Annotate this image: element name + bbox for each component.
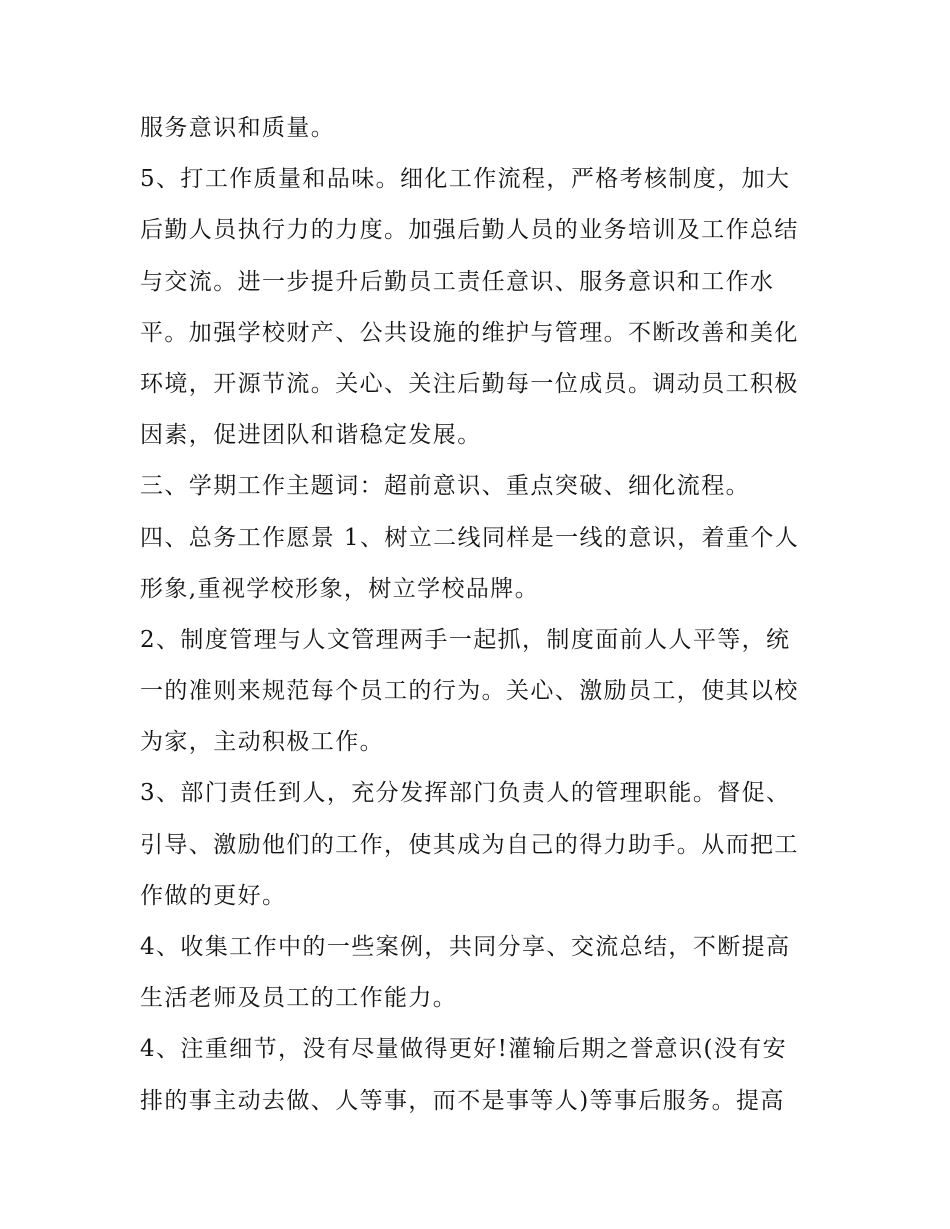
text-line: 因素，促进团队和谐稳定发展。 [140,422,482,449]
text-line: 4、注重细节，没有尽量做得更好!灌输后期之誉意识(没有安 [140,1036,788,1063]
text-line: 生活老师及员工的工作能力。 [140,985,458,1012]
text-line: 3、部门责任到人，充分发挥部门负责人的管理职能。督促、 [140,780,791,807]
text-line: 排的事主动去做、人等事，而不是事等人)等事后服务。提高 [140,1087,785,1114]
text-line: 作做的更好。 [140,882,287,909]
text-line: 平。加强学校财产、公共设施的维护与管理。不断改善和美化 [140,319,799,346]
text-line: 四、总务工作愿景 1、树立二线同样是一线的意识，着重个人 [140,524,800,551]
text-line: 引导、激励他们的工作，使其成为自己的得力助手。从而把工 [140,831,799,858]
text-line: 环境，开源节流。关心、关注后勤每一位成员。调动员工积极 [140,370,799,397]
text-line: 5、打工作质量和品味。细化工作流程，严格考核制度，加大 [140,166,791,193]
text-line: 三、学期工作主题词：超前意识、重点突破、细化流程。 [140,473,750,500]
text-line: 形象,重视学校形象，树立学校品牌。 [140,575,540,602]
document-body [140,103,820,1127]
text-line: 为家，主动积极工作。 [140,729,384,756]
text-line: 2、制度管理与人文管理两手一起抓，制度面前人人平等，统 [140,626,791,653]
text-line: 一的准则来规范每个员工的行为。关心、激励员工，使其以校 [140,678,799,705]
text-line: 与交流。进一步提升后勤员工责任意识、服务意识和工作水 [140,268,775,295]
text-line: 后勤人员执行力的力度。加强后勤人员的业务培训及工作总结 [140,217,799,244]
text-line: 服务意识和质量。 [140,115,336,141]
text-line: 4、收集工作中的一些案例，共同分享、交流总结，不断提高 [140,934,791,960]
